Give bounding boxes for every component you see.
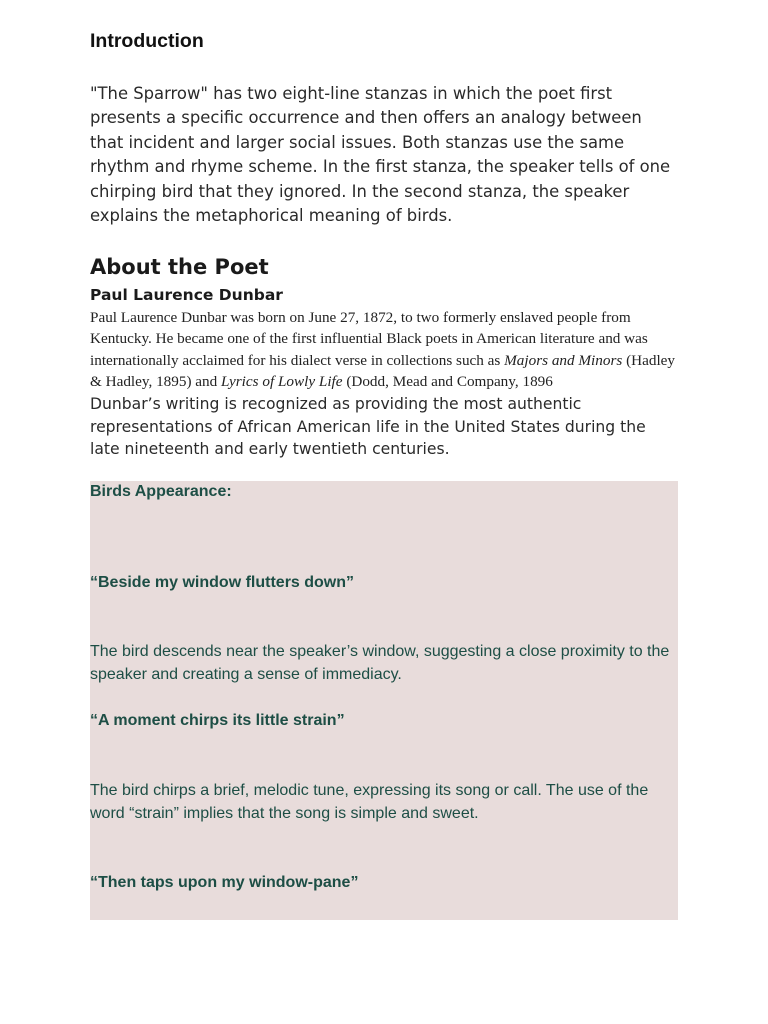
quote-explanation-2: The bird chirps a brief, melodic tune, expressing its song or call. The use of the word “strain” implies that the song is simple and sweet. — [90, 782, 649, 822]
quote-explanation-1: The bird descends near the speaker’s window, suggesting a close proximity to the speaker and creating a sense of immediacy. — [90, 643, 670, 683]
poet-biography — [90, 307, 680, 393]
bio-text-1: Paul Laurence Dunbar was born on June 27, 1872, to two formerly enslaved people from Kentucky. He became one of the first influential Black poets in American literature and was internationally acclaimed for his dialect verse in collections such as — [90, 309, 648, 369]
poet-name-heading: Paul Laurence Dunbar — [90, 286, 283, 304]
bio-book-title-1: Majors and Minors — [504, 351, 623, 369]
poem-quote-3: “Then taps upon my window-pane” — [90, 874, 359, 891]
poem-quote-1: “Beside my window flutters down” — [90, 574, 355, 591]
poem-quote-2: “A moment chirps its little strain” — [90, 712, 345, 729]
bio-book-title-2: Lyrics of Lowly Life — [221, 373, 343, 391]
bio-text-3: (Dodd, Mead and Company, 1896 — [342, 373, 553, 391]
introduction-paragraph: "The Sparrow" has two eight-line stanzas in which the poet first presents a specific occurrence and then offers an analogy between that incident and larger social issues. Both stanzas use the same rhythm and rhyme scheme. In the first stanza, the speaker tells of one chirping bird that they ignored. In the second stanza, the speaker explains the metaphorical meaning of birds. — [90, 84, 671, 226]
poet-biography-continued: Dunbar’s writing is recognized as providing the most authentic representations of African American life in the United States during the late nineteenth and early twentieth centuries. — [90, 395, 646, 459]
birds-appearance-box — [90, 481, 678, 920]
bio-text-2: (Hadley & Hadley, 1895) and — [90, 351, 675, 391]
introduction-heading: Introduction — [90, 30, 204, 52]
birds-appearance-heading: Birds Appearance: — [90, 483, 232, 500]
about-the-poet-heading: About the Poet — [90, 255, 269, 279]
